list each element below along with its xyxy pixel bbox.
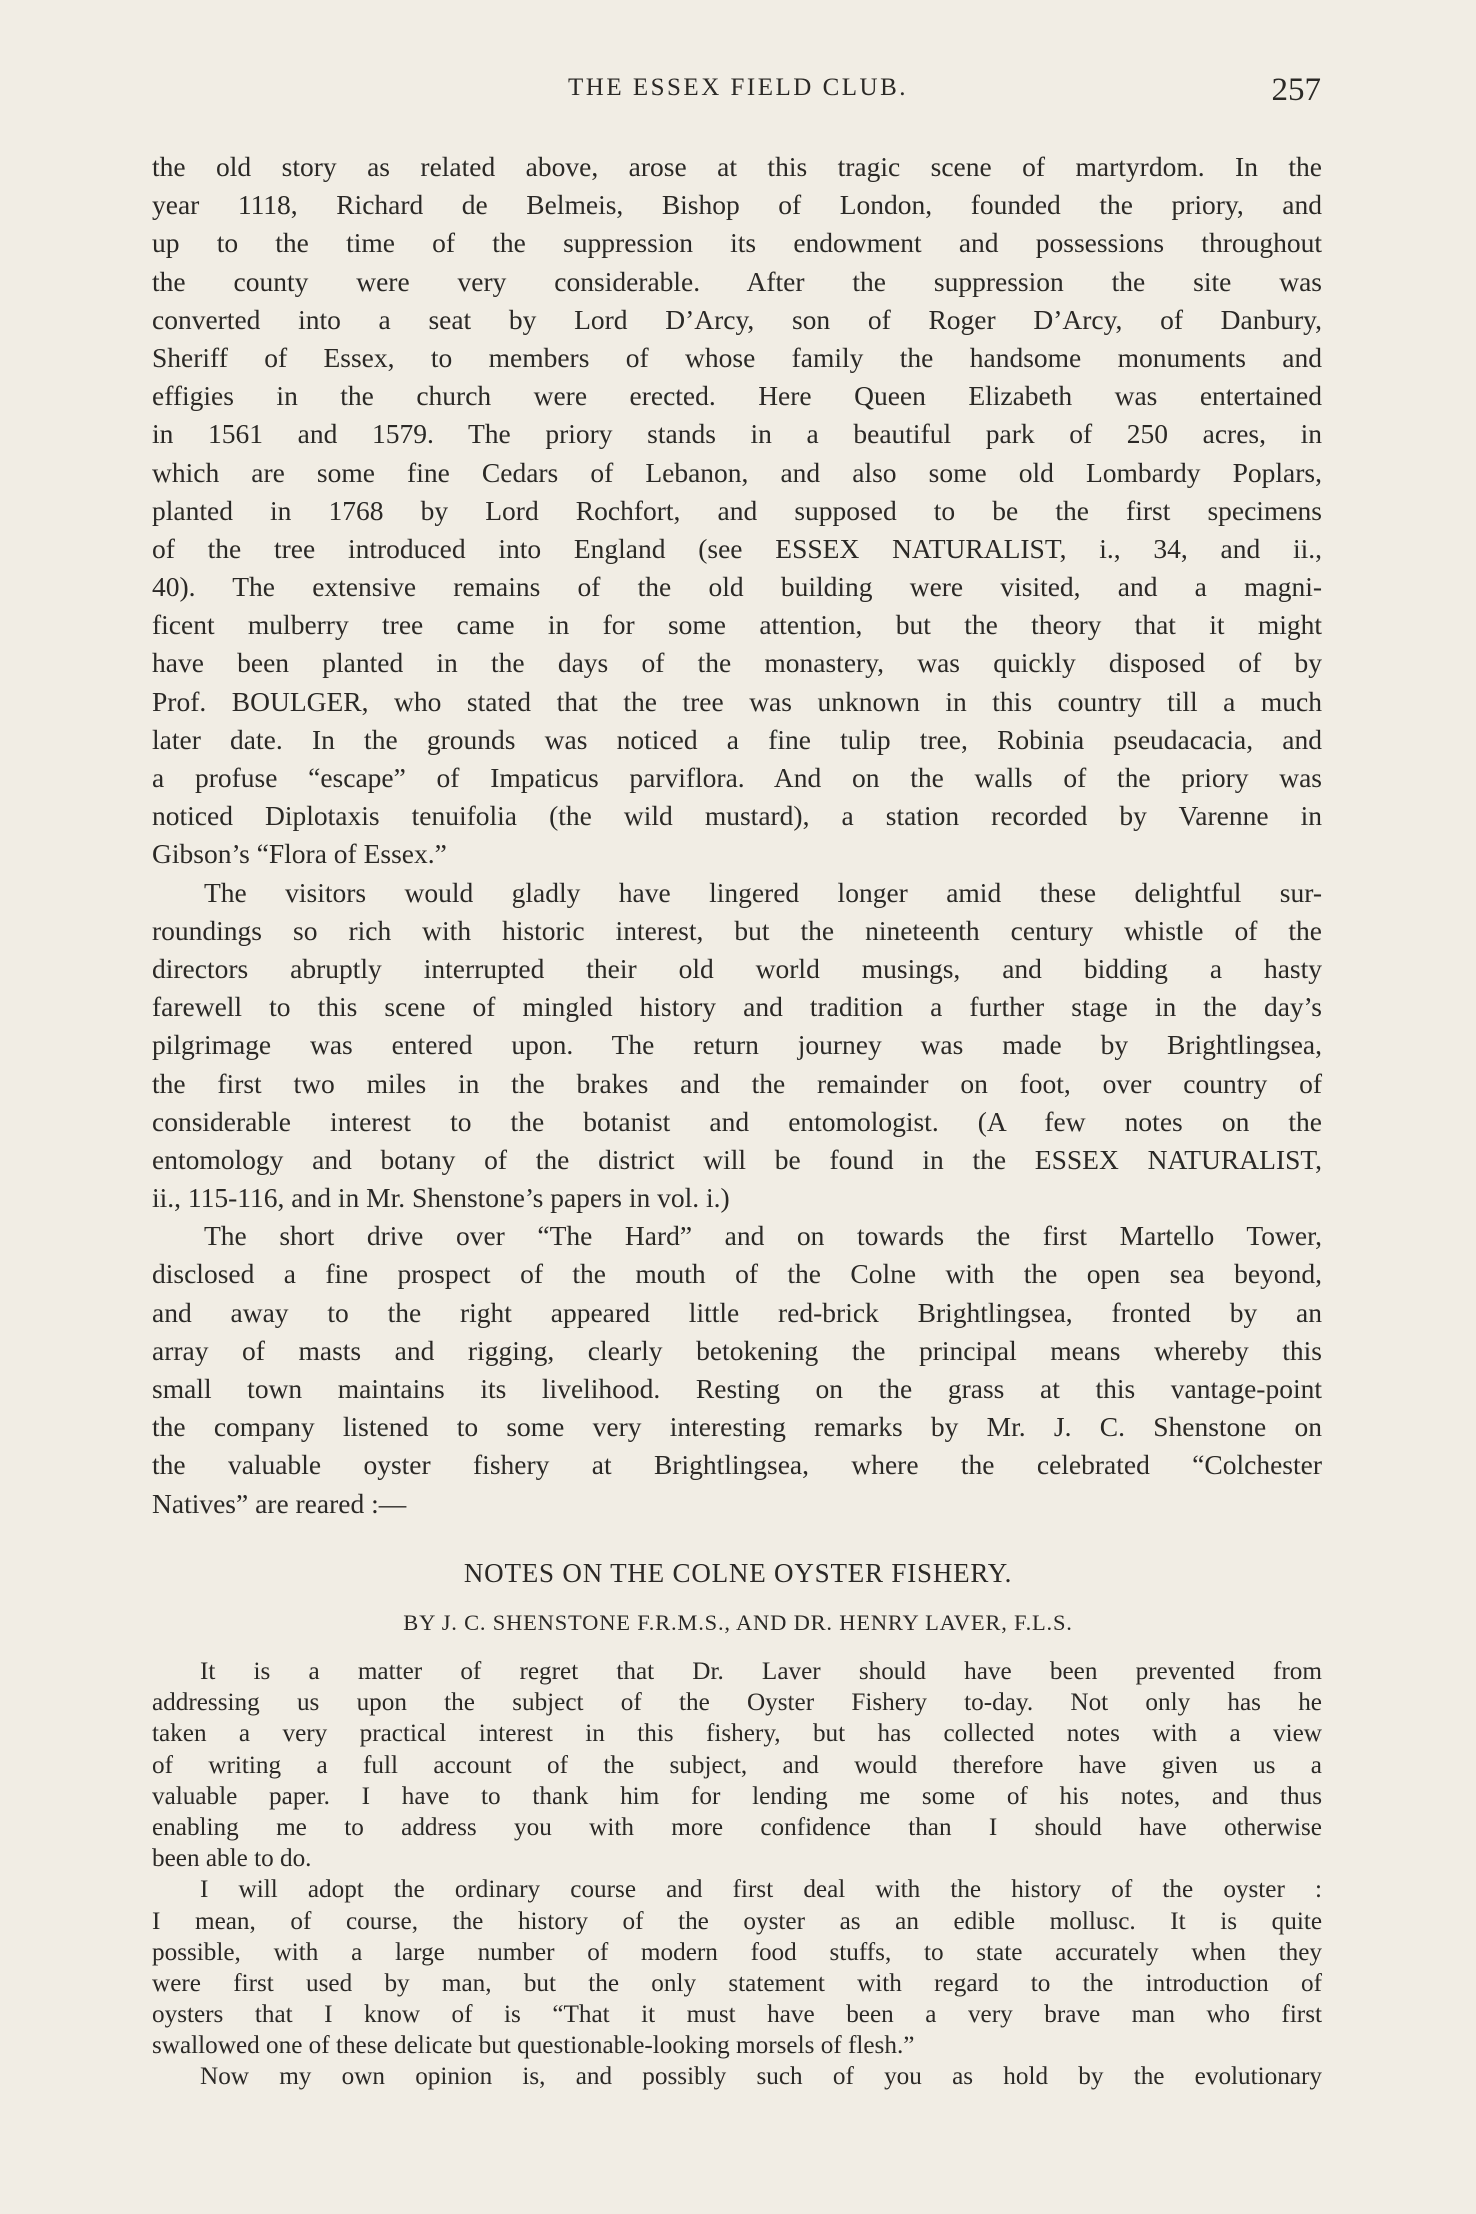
text-line: disclosed a fine prospect of the mouth of the Colne with the open sea beyond, bbox=[152, 1258, 1322, 1290]
text-line: have been planted in the days of the monastery, was quickly disposed of by bbox=[152, 647, 1322, 679]
text-line: Sheriff of Essex, to members of whose family the handsome monuments and bbox=[152, 341, 1322, 373]
text-line: planted in 1768 by Lord Rochfort, and supposed to be the first specimens bbox=[152, 494, 1322, 526]
running-head bbox=[0, 72, 1476, 112]
text-line: and away to the right appeared little red-brick Brightlingsea, fronted by an bbox=[152, 1296, 1322, 1328]
text-line: a profuse “escape” of Impaticus parviflora. And on the walls of the priory was bbox=[152, 762, 1322, 793]
text-line: the county were very considerable. After the suppression the site was bbox=[152, 265, 1322, 297]
text-line: entomology and botany of the district will be found in the ESSEX NATURALIST, bbox=[152, 1143, 1322, 1175]
text-line: possible, with a large number of modern food stuffs, to state accurately when they bbox=[152, 1938, 1322, 1966]
text-line: converted into a seat by Lord D’Arcy, son of Roger D’Arcy, of Danbury, bbox=[152, 303, 1322, 335]
body-text bbox=[152, 148, 1322, 1523]
text-line: I will adopt the ordinary course and first deal with the history of the oyster : bbox=[200, 1876, 1322, 1904]
text-line: been able to do. bbox=[152, 1845, 312, 1873]
text-line: The visitors would gladly have lingered longer amid these delightful sur- bbox=[204, 876, 1322, 908]
page-number: 257 bbox=[1271, 72, 1321, 108]
text-line: I mean, of course, the history of the oyster as an edible mollusc. It is quite bbox=[152, 1907, 1322, 1935]
text-line: which are some fine Cedars of Lebanon, and also some old Lombardy Poplars, bbox=[152, 456, 1322, 488]
text-line: pilgrimage was entered upon. The return journey was made by Brightlingsea, bbox=[152, 1029, 1322, 1061]
text-line: effigies in the church were erected. Here Queen Elizabeth was entertained bbox=[152, 380, 1322, 412]
text-line: 40). The extensive remains of the old building were visited, and a magni- bbox=[152, 571, 1322, 603]
text-line: valuable paper. I have to thank him for lending me some of his notes, and thus bbox=[152, 1782, 1322, 1810]
text-line: directors abruptly interrupted their old world musings, and bidding a hasty bbox=[152, 952, 1322, 984]
text-line: oysters that I know of is “That it must have been a very brave man who first bbox=[152, 2001, 1322, 2029]
text-line: enabling me to address you with more confidence than I should have otherwise bbox=[152, 1813, 1322, 1841]
text-line: were first used by man, but the only statement with regard to the introduction of bbox=[152, 1969, 1322, 1997]
text-line: Natives” are reared :— bbox=[152, 1487, 407, 1519]
paper-text bbox=[152, 1656, 1322, 2093]
text-line: Gibson’s “Flora of Essex.” bbox=[152, 838, 447, 870]
text-line: small town maintains its livelihood. Resting on the grass at this vantage-point bbox=[152, 1373, 1322, 1404]
running-title: THE ESSEX FIELD CLUB. bbox=[568, 74, 908, 101]
text-line: Prof. BOULGER, who stated that the tree was unknown in this country till a much bbox=[152, 685, 1322, 717]
text-line: up to the time of the suppression its endowment and possessions throughout bbox=[152, 227, 1322, 259]
text-line: noticed Diplotaxis tenuifolia (the wild mustard), a station recorded by Varenne in bbox=[152, 800, 1322, 832]
text-line: taken a very practical interest in this fishery, but has collected notes with a view bbox=[152, 1720, 1322, 1748]
text-line: in 1561 and 1579. The priory stands in a beautiful park of 250 acres, in bbox=[152, 418, 1322, 450]
text-line: roundings so rich with historic interest, but the nineteenth century whistle of the bbox=[152, 914, 1322, 946]
text-line: of writing a full account of the subject, and would therefore have given us a bbox=[152, 1751, 1322, 1779]
paper-heading: NOTES ON THE COLNE OYSTER FISHERY. bbox=[463, 1558, 1013, 1588]
text-line: later date. In the grounds was noticed a fine tulip tree, Robinia pseudacacia, and bbox=[152, 723, 1322, 755]
text-line: farewell to this scene of mingled history and tradition a further stage in the day’s bbox=[152, 991, 1322, 1023]
text-line: Now my own opinion is, and possibly such of you as hold by the evolutionary bbox=[200, 2063, 1322, 2091]
text-line: the first two miles in the brakes and the remainder on foot, over country of bbox=[152, 1067, 1322, 1099]
text-line: The short drive over “The Hard” and on towards the first Martello Tower, bbox=[204, 1220, 1322, 1252]
text-line: It is a matter of regret that Dr. Laver should have been prevented from bbox=[200, 1658, 1322, 1685]
text-line: the old story as related above, arose at this tragic scene of martyrdom. In the bbox=[152, 151, 1322, 182]
text-line: the valuable oyster fishery at Brightlingsea, where the celebrated “Colchester bbox=[152, 1449, 1322, 1481]
text-line: array of masts and rigging, clearly betokening the principal means whereby this bbox=[152, 1334, 1322, 1366]
text-line: considerable interest to the botanist and entomologist. (A few notes on the bbox=[152, 1105, 1322, 1137]
text-line: ficent mulberry tree came in for some attention, but the theory that it might bbox=[152, 609, 1322, 641]
text-line: ii., 115-116, and in Mr. Shenstone’s papers in vol. i.) bbox=[152, 1182, 730, 1214]
paper-byline: BY J. C. SHENSTONE F.R.M.S., AND DR. HENRY LAVER, F.L.S. bbox=[403, 1610, 1073, 1635]
text-line: addressing us upon the subject of the Oyster Fishery to-day. Not only has he bbox=[152, 1689, 1322, 1717]
text-line: the company listened to some very interesting remarks by Mr. J. C. Shenstone on bbox=[152, 1411, 1322, 1443]
text-line: year 1118, Richard de Belmeis, Bishop of London, founded the priory, and bbox=[152, 189, 1322, 221]
text-line: swallowed one of these delicate but questionable-looking morsels of flesh.” bbox=[152, 2032, 915, 2060]
text-line: of the tree introduced into England (see ESSEX NATURALIST, i., 34, and ii., bbox=[152, 532, 1322, 564]
